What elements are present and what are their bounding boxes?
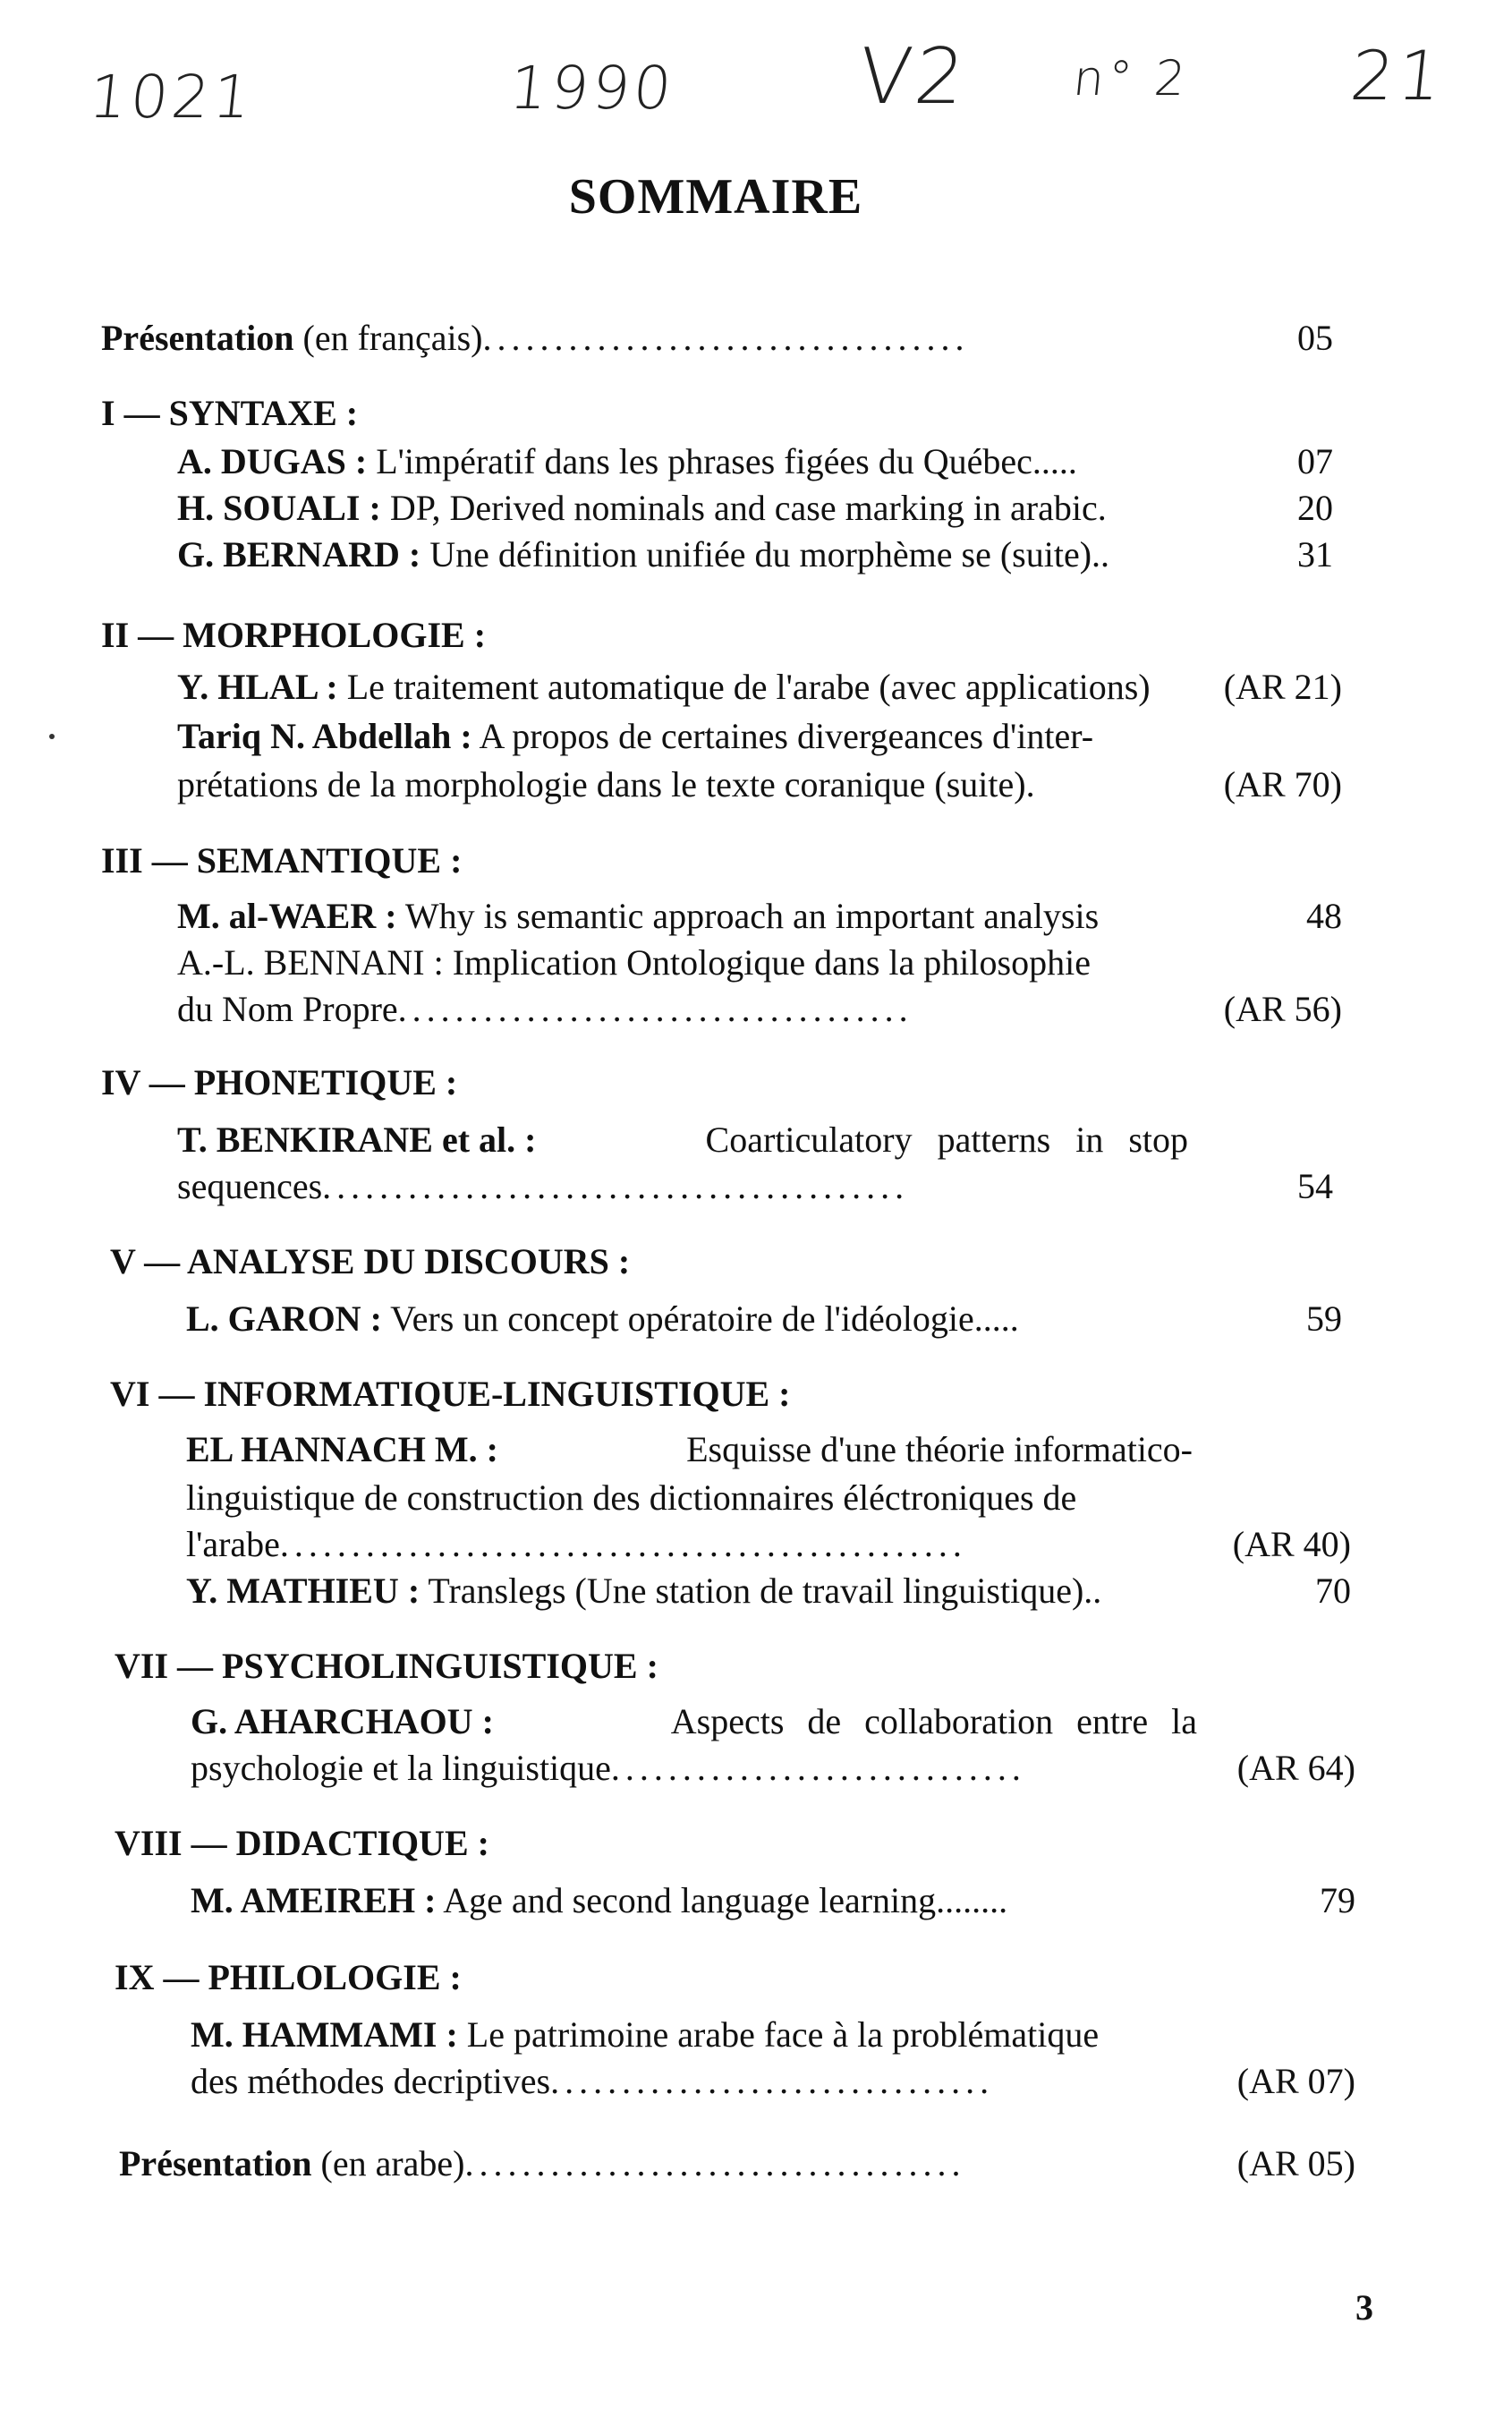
- entry-author: Y. MATHIEU :: [186, 1571, 420, 1611]
- entry-title: Esquisse d'une théorie informatico-: [686, 1429, 1193, 1469]
- page-ref: (AR 07): [1236, 2061, 1355, 2101]
- entry-title: linguistique de construction des dictionnaires éléctroniques de: [186, 1477, 1077, 1518]
- entry-author: M. AMEIREH :: [191, 1880, 437, 1920]
- entry-title: Why is semantic approach an important analysis: [404, 896, 1100, 936]
- entry-author: Tariq N. Abdellah :: [177, 716, 472, 756]
- dot-leader: ...................................: [464, 2143, 966, 2183]
- toc-entry-souali: [0, 483, 1512, 533]
- toc-entry-bernard: [0, 530, 1512, 580]
- toc-entry-benkirane-cont: [0, 1162, 1512, 1212]
- entry-title: Coarticulatory patterns in stop: [705, 1119, 1188, 1160]
- page-ref: 54: [1297, 1166, 1333, 1206]
- entry-title: Aspects de collaboration entre la: [670, 1701, 1197, 1741]
- entry-title: sequences: [177, 1166, 323, 1206]
- entry-qualifier: (en arabe): [320, 2143, 465, 2183]
- toc-entry-benkirane: [0, 1115, 1512, 1165]
- entry-qualifier: (en français): [302, 318, 483, 358]
- entry-title: Age and second language learning........: [443, 1880, 1008, 1920]
- page-ref: (AR 56): [1223, 989, 1342, 1029]
- handwritten-note-21: 21: [1346, 36, 1449, 115]
- page-ref: (AR 64): [1236, 1748, 1355, 1788]
- dot-leader: ....................................: [397, 989, 913, 1029]
- page-ref: 20: [1297, 488, 1333, 528]
- handwritten-note-n2: n° 2: [1070, 50, 1193, 106]
- page-ref: 31: [1297, 534, 1333, 575]
- section-heading-morphologie: II — MORPHOLOGIE :: [101, 615, 487, 655]
- toc-entry-ameireh: [0, 1876, 1512, 1926]
- entry-title: l'arabe: [186, 1524, 280, 1564]
- toc-entry-presentation-ar: [0, 2139, 1512, 2189]
- toc-entry-dugas: [0, 437, 1512, 487]
- toc-entry-hlal: [0, 662, 1512, 712]
- dot-leader: ...............................: [550, 2061, 995, 2101]
- toc-entry-hammami-cont: [0, 2056, 1512, 2107]
- entry-author: M. al-WAER :: [177, 896, 397, 936]
- section-heading-semantique: III — SEMANTIQUE :: [101, 840, 463, 881]
- entry-author: A. DUGAS :: [177, 441, 368, 481]
- page-ref: 48: [1306, 896, 1342, 936]
- entry-author: M. HAMMAMI :: [191, 2014, 458, 2055]
- entry-author: G. BERNARD :: [177, 534, 421, 575]
- dot-leader: .............................: [610, 1748, 1026, 1788]
- entry-title: Une définition unifiée du morphème se (suite)..: [429, 534, 1110, 575]
- entry-title: DP, Derived nominals and case marking in arabic.: [389, 488, 1107, 528]
- entry-label: Présentation: [101, 318, 294, 358]
- toc-entry-bennani: [0, 938, 1512, 988]
- toc-entry-tariq-cont: [0, 760, 1512, 810]
- page-ref: (AR 70): [1223, 764, 1342, 804]
- page-ref: 07: [1297, 441, 1333, 481]
- section-heading-informatique: VI — INFORMATIQUE-LINGUISTIQUE :: [110, 1374, 791, 1414]
- toc-entry-tariq: [0, 711, 1512, 762]
- toc-entry-hammami: [0, 2010, 1512, 2060]
- page-ref: 59: [1306, 1298, 1342, 1339]
- toc-entry-garon: [0, 1294, 1512, 1344]
- dot-leader: .........................................: [322, 1166, 910, 1206]
- page-ref: 05: [1297, 318, 1333, 358]
- page-ref: 70: [1315, 1571, 1351, 1611]
- section-heading-psycholinguistique: VII — PSYCHOLINGUISTIQUE :: [115, 1646, 658, 1686]
- toc-entry-hannach: [0, 1425, 1512, 1475]
- entry-title: A.-L. BENNANI : Implication Ontologique dans la philosophie: [177, 942, 1091, 983]
- entry-author: G. AHARCHAOU :: [191, 1701, 494, 1741]
- section-heading-phonetique: IV — PHONETIQUE :: [101, 1062, 458, 1102]
- page-title: SOMMAIRE: [568, 169, 863, 225]
- toc-entry-aharchaou: [0, 1697, 1512, 1747]
- entry-title: psychologie et la linguistique: [191, 1748, 611, 1788]
- entry-title: Translegs (Une station de travail linguistique)..: [428, 1571, 1102, 1611]
- entry-label: Présentation: [119, 2143, 312, 2183]
- toc-entry-waer: [0, 891, 1512, 941]
- handwritten-note-1021: 1021: [85, 63, 259, 132]
- toc-entry-mathieu: [0, 1566, 1512, 1616]
- toc-entry-hannach-cont2: [0, 1519, 1512, 1570]
- entry-title: A propos de certaines divergeances d'inter-: [479, 716, 1094, 756]
- toc-entry-aharchaou-cont: [0, 1743, 1512, 1793]
- entry-title: du Nom Propre: [177, 989, 398, 1029]
- entry-title: prétations de la morphologie dans le texte coranique (suite).: [177, 764, 1035, 804]
- dot-leader: ..................................: [482, 318, 970, 358]
- page-ref: (AR 21): [1223, 667, 1342, 707]
- handwritten-note-1990: 1990: [505, 54, 679, 123]
- entry-title: Le patrimoine arabe face à la problématique: [466, 2014, 1100, 2055]
- page-number: 3: [1355, 2287, 1373, 2328]
- entry-author: T. BENKIRANE et al. :: [177, 1119, 537, 1160]
- section-heading-analyse-discours: V — ANALYSE DU DISCOURS :: [110, 1241, 631, 1281]
- entry-author: L. GARON :: [186, 1298, 382, 1339]
- section-heading-didactique: VIII — DIDACTIQUE :: [115, 1823, 489, 1863]
- section-heading-syntaxe: I — SYNTAXE :: [101, 393, 359, 433]
- toc-entry-presentation-fr: [0, 313, 1512, 363]
- entry-author: Y. HLAL :: [177, 667, 338, 707]
- entry-author: H. SOUALI :: [177, 488, 381, 528]
- page-ref: (AR 05): [1236, 2143, 1355, 2183]
- stray-dot-mark: [49, 734, 55, 739]
- entry-title: des méthodes decriptives: [191, 2061, 551, 2101]
- entry-title: Vers un concept opératoire de l'idéologie.....: [390, 1298, 1019, 1339]
- entry-title: L'impératif dans les phrases figées du Québec.....: [376, 441, 1077, 481]
- page-ref: (AR 40): [1232, 1524, 1351, 1564]
- handwritten-note-v2: V2: [854, 32, 973, 122]
- page-ref: 79: [1320, 1880, 1355, 1920]
- entry-title: Le traitement automatique de l'arabe (avec applications): [346, 667, 1151, 707]
- dot-leader: ................................................: [279, 1524, 967, 1564]
- toc-entry-bennani-cont: [0, 984, 1512, 1034]
- section-heading-philologie: IX — PHILOLOGIE :: [115, 1957, 462, 1997]
- toc-entry-hannach-cont: [0, 1473, 1512, 1523]
- entry-author: EL HANNACH M. :: [186, 1429, 498, 1469]
